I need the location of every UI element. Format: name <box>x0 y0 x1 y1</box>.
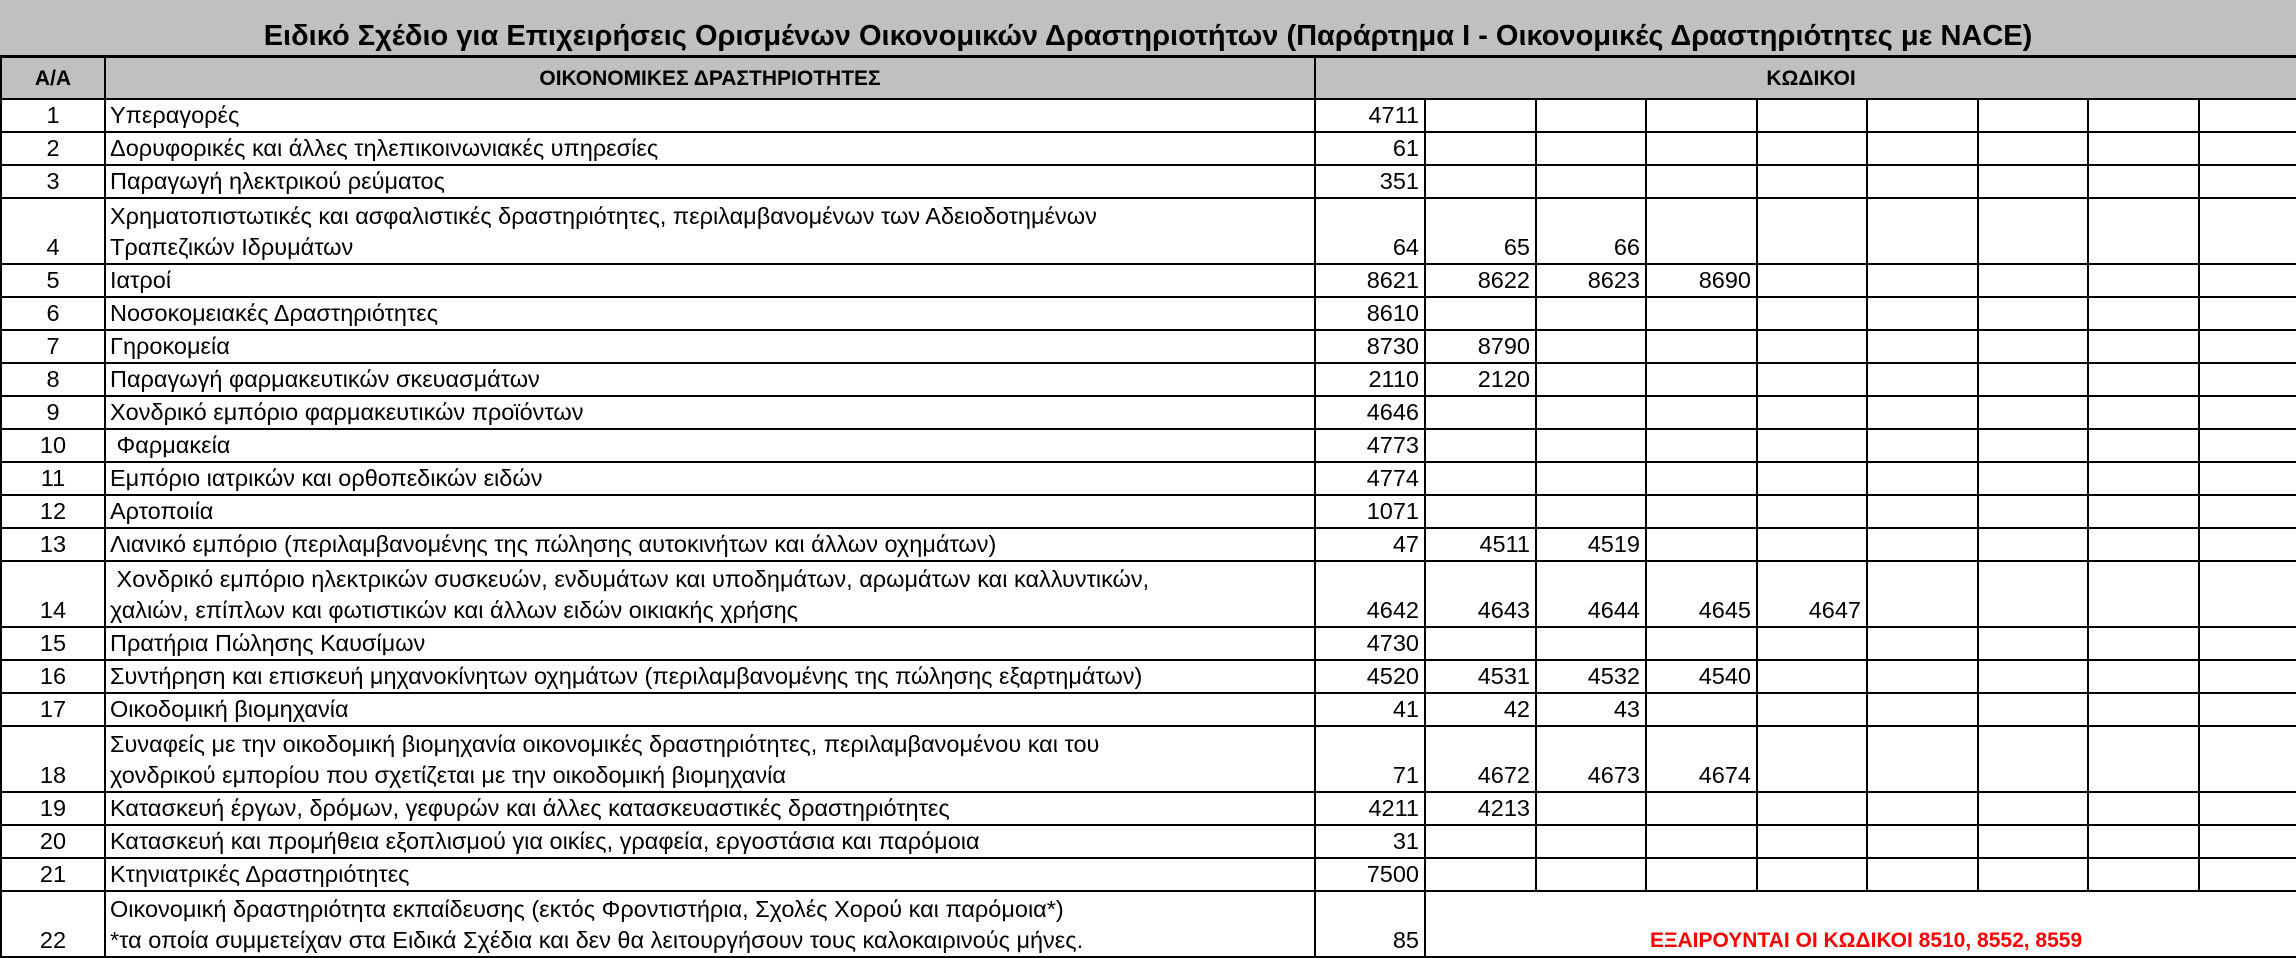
activity-line: Λιανικό εμπόριο (περιλαμβανομένης της πώλησης αυτοκινήτων και άλλων οχημάτων) <box>110 531 997 557</box>
code-cell <box>1646 363 1757 396</box>
header-activity: ΟΙΚΟΝΟΜΙΚΕΣ ΔΡΑΣΤΗΡΙΟΤΗΤΕΣ <box>105 57 1315 99</box>
activity-line: Υπεραγορές <box>110 102 240 128</box>
code-cell <box>1867 462 1978 495</box>
code-cell <box>2088 792 2199 825</box>
code-cell <box>2199 132 2296 165</box>
code-cell <box>1757 99 1867 132</box>
activity-cell <box>105 495 1315 528</box>
code-cell <box>2199 264 2296 297</box>
code-cell <box>2199 693 2296 726</box>
code-cell <box>1978 330 2088 363</box>
code-cell <box>1646 330 1757 363</box>
activity-cell <box>105 297 1315 330</box>
code-cell <box>2199 396 2296 429</box>
code-cell <box>1646 792 1757 825</box>
activity-cell <box>105 726 1315 792</box>
code-cell <box>2088 528 2199 561</box>
code-cell <box>1757 330 1867 363</box>
code-cell <box>2088 99 2199 132</box>
code-cell <box>1867 363 1978 396</box>
activity-line: Τραπεζικών Ιδρυμάτων <box>110 234 354 260</box>
activity-line: Συντήρηση και επισκευή μηχανοκίνητων οχημάτων (περιλαμβανομένης της πώλησης εξαρτημάτων) <box>110 663 1143 689</box>
activity-line: Οικοδομική βιομηχανία <box>110 696 349 722</box>
table-row <box>1 264 2296 297</box>
code-cell <box>1425 825 1536 858</box>
activity-cell <box>105 627 1315 660</box>
code-cell <box>1867 198 1978 264</box>
code-cell <box>1646 495 1757 528</box>
code-cell <box>1867 165 1978 198</box>
code-cell <box>2199 726 2296 792</box>
code-cell: 4213 <box>1425 792 1536 825</box>
activity-cell <box>105 660 1315 693</box>
code-cell <box>1425 627 1536 660</box>
code-cell <box>1867 99 1978 132</box>
code-cell: 8690 <box>1646 264 1757 297</box>
table-row <box>1 495 2296 528</box>
code-cell <box>1757 396 1867 429</box>
code-cell <box>2199 165 2296 198</box>
activity-cell <box>105 198 1315 264</box>
row-number: 13 <box>1 528 105 561</box>
code-cell: 8730 <box>1315 330 1425 363</box>
code-cell <box>1536 396 1646 429</box>
table-row <box>1 165 2296 198</box>
code-cell: 61 <box>1315 132 1425 165</box>
code-cell <box>1536 858 1646 891</box>
code-cell <box>2088 858 2199 891</box>
activity-cell <box>105 429 1315 462</box>
code-cell <box>2088 825 2199 858</box>
activity-line: Ιατροί <box>110 267 172 293</box>
activity-cell <box>105 99 1315 132</box>
table-row <box>1 198 2296 264</box>
code-cell <box>1536 297 1646 330</box>
code-cell <box>1867 429 1978 462</box>
code-cell <box>1757 495 1867 528</box>
code-cell <box>2088 495 2199 528</box>
exclusion-note: ΕΞΑΙΡΟΥΝΤΑΙ ΟΙ ΚΩΔΙΚΟΙ 8510, 8552, 8559 <box>1425 891 2296 957</box>
code-cell <box>1978 462 2088 495</box>
row-number: 18 <box>1 726 105 792</box>
code-cell <box>2199 660 2296 693</box>
code-cell <box>1978 693 2088 726</box>
table-row <box>1 528 2296 561</box>
table-row <box>1 462 2296 495</box>
code-cell <box>1536 462 1646 495</box>
activity-line: Φαρμακεία <box>110 432 231 458</box>
activity-line: χονδρικού εμπορίου που σχετίζεται με την οικοδομική βιομηχανία <box>110 762 786 788</box>
code-cell: 2120 <box>1425 363 1536 396</box>
activity-cell <box>105 165 1315 198</box>
code-cell <box>1536 363 1646 396</box>
code-cell: 1071 <box>1315 495 1425 528</box>
code-cell <box>2199 363 2296 396</box>
code-cell <box>2088 693 2199 726</box>
code-cell <box>1978 198 2088 264</box>
code-cell: 4520 <box>1315 660 1425 693</box>
code-cell <box>1867 792 1978 825</box>
code-cell <box>1646 429 1757 462</box>
code-cell: 65 <box>1425 198 1536 264</box>
code-cell <box>1646 627 1757 660</box>
table-row <box>1 825 2296 858</box>
code-cell <box>1867 825 1978 858</box>
activity-line: Πρατήρια Πώλησης Καυσίμων <box>110 630 426 656</box>
activity-line: Γηροκομεία <box>110 333 230 359</box>
code-cell: 4646 <box>1315 396 1425 429</box>
code-cell <box>1978 429 2088 462</box>
table-row <box>1 726 2296 792</box>
code-cell: 42 <box>1425 693 1536 726</box>
code-cell <box>1757 660 1867 693</box>
code-cell <box>2088 363 2199 396</box>
code-cell <box>1978 99 2088 132</box>
activity-line: Εμπόριο ιατρικών και ορθοπεδικών ειδών <box>110 465 543 491</box>
code-cell: 4531 <box>1425 660 1536 693</box>
table-row <box>1 363 2296 396</box>
activity-cell <box>105 792 1315 825</box>
code-cell <box>1646 858 1757 891</box>
code-cell <box>2088 330 2199 363</box>
row-number: 8 <box>1 363 105 396</box>
code-cell: 4211 <box>1315 792 1425 825</box>
code-cell <box>2199 429 2296 462</box>
table-row <box>1 660 2296 693</box>
row-number: 4 <box>1 198 105 264</box>
table-row <box>1 297 2296 330</box>
code-cell <box>2088 429 2199 462</box>
code-cell <box>2088 132 2199 165</box>
activity-line: Κτηνιατρικές Δραστηριότητες <box>110 861 410 887</box>
code-cell <box>2088 198 2199 264</box>
activity-line: Παραγωγή φαρμακευτικών σκευασμάτων <box>110 366 540 392</box>
activity-line: Κατασκευή έργων, δρόμων, γεφυρών και άλλες κατασκευαστικές δραστηριότητες <box>110 795 950 821</box>
table-row <box>1 693 2296 726</box>
code-cell <box>1978 495 2088 528</box>
code-cell <box>2088 627 2199 660</box>
code-cell <box>1867 330 1978 363</box>
code-cell <box>1757 726 1867 792</box>
code-cell <box>1425 858 1536 891</box>
code-cell <box>1978 627 2088 660</box>
code-cell <box>1867 297 1978 330</box>
code-cell: 41 <box>1315 693 1425 726</box>
code-cell <box>1757 264 1867 297</box>
code-cell: 4644 <box>1536 561 1646 627</box>
code-cell <box>1425 396 1536 429</box>
code-cell <box>1867 660 1978 693</box>
code-cell: 2110 <box>1315 363 1425 396</box>
activity-line: Χρηματοπιστωτικές και ασφαλιστικές δραστηριότητες, περιλαμβανομένων των Αδειοδοτημένων <box>110 203 1097 229</box>
header-row <box>1 57 2296 99</box>
code-cell <box>1978 132 2088 165</box>
header-codes: ΚΩΔΙΚΟΙ <box>1315 57 2296 99</box>
code-cell <box>1646 198 1757 264</box>
code-cell <box>2088 396 2199 429</box>
activity-line: Χονδρικό εμπόριο φαρμακευτικών προϊόντων <box>110 399 584 425</box>
activity-cell <box>105 330 1315 363</box>
activity-line: Χονδρικό εμπόριο ηλεκτρικών συσκευών, ενδυμάτων και υποδημάτων, αρωμάτων και καλλυντικών, <box>110 566 1150 592</box>
activity-line: Κατασκευή και προμήθεια εξοπλισμού για οικίες, γραφεία, εργοστάσια και παρόμοια <box>110 828 980 854</box>
activities-table <box>0 56 2296 958</box>
row-number: 20 <box>1 825 105 858</box>
code-cell <box>1646 165 1757 198</box>
code-cell <box>2088 660 2199 693</box>
activity-line: Νοσοκομειακές Δραστηριότητες <box>110 300 439 326</box>
code-cell: 351 <box>1315 165 1425 198</box>
row-number: 12 <box>1 495 105 528</box>
row-number: 22 <box>1 891 105 957</box>
code-cell <box>1978 165 2088 198</box>
code-cell <box>1757 198 1867 264</box>
activity-cell <box>105 264 1315 297</box>
table-row <box>1 627 2296 660</box>
code-cell <box>1867 528 1978 561</box>
code-cell <box>1757 429 1867 462</box>
code-cell <box>1536 165 1646 198</box>
code-cell <box>1646 396 1757 429</box>
code-cell <box>2199 627 2296 660</box>
activity-cell <box>105 891 1315 957</box>
activity-cell <box>105 528 1315 561</box>
code-cell <box>1978 858 2088 891</box>
row-number: 10 <box>1 429 105 462</box>
code-cell: 4773 <box>1315 429 1425 462</box>
activity-line: χαλιών, επίπλων και φωτιστικών και άλλων ειδών οικιακής χρήσης <box>110 597 798 623</box>
code-cell <box>1757 165 1867 198</box>
code-cell <box>1978 561 2088 627</box>
code-cell <box>1536 132 1646 165</box>
code-cell <box>2199 858 2296 891</box>
code-cell <box>1867 858 1978 891</box>
code-cell <box>1757 297 1867 330</box>
code-cell <box>1978 297 2088 330</box>
code-cell <box>2199 495 2296 528</box>
code-cell: 4511 <box>1425 528 1536 561</box>
code-cell: 4673 <box>1536 726 1646 792</box>
row-number: 1 <box>1 99 105 132</box>
code-cell: 8621 <box>1315 264 1425 297</box>
row-number: 2 <box>1 132 105 165</box>
code-cell: 43 <box>1536 693 1646 726</box>
code-cell: 66 <box>1536 198 1646 264</box>
code-cell <box>1757 858 1867 891</box>
code-cell <box>1536 792 1646 825</box>
code-cell <box>1867 726 1978 792</box>
table-body <box>1 99 2296 957</box>
code-cell: 4645 <box>1646 561 1757 627</box>
code-cell <box>1425 462 1536 495</box>
row-number: 19 <box>1 792 105 825</box>
activity-line: Οικονομική δραστηριότητα εκπαίδευσης (εκτός Φροντιστήρια, Σχολές Χορού και παρόμοια*) <box>110 896 1064 922</box>
table-row <box>1 132 2296 165</box>
code-cell <box>1646 297 1757 330</box>
table-row <box>1 561 2296 627</box>
activity-cell <box>105 693 1315 726</box>
code-cell: 4774 <box>1315 462 1425 495</box>
table-row <box>1 396 2296 429</box>
code-cell <box>1425 132 1536 165</box>
code-cell <box>1757 693 1867 726</box>
code-cell <box>2199 297 2296 330</box>
activity-cell <box>105 858 1315 891</box>
code-cell: 4519 <box>1536 528 1646 561</box>
sheet-title: Ειδικό Σχέδιο για Επιχειρήσεις Ορισμένων Οικονομικών Δραστηριοτήτων (Παράρτημα Ι - Οικονομικές Δραστηριότητες με NACE) <box>0 0 2296 56</box>
activity-line: Συναφείς με την οικοδομική βιομηχανία οικονομικές δραστηριότητες, περιλαμβανομένου και του <box>110 731 1100 757</box>
code-cell: 4711 <box>1315 99 1425 132</box>
row-number: 9 <box>1 396 105 429</box>
activity-cell <box>105 132 1315 165</box>
code-cell <box>1757 825 1867 858</box>
code-cell: 71 <box>1315 726 1425 792</box>
code-cell: 4730 <box>1315 627 1425 660</box>
code-cell <box>1978 264 2088 297</box>
code-cell <box>1978 825 2088 858</box>
code-cell <box>2199 330 2296 363</box>
code-cell <box>1646 528 1757 561</box>
row-number: 15 <box>1 627 105 660</box>
code-cell <box>2088 726 2199 792</box>
header-aa: Α/Α <box>1 57 105 99</box>
code-cell <box>1757 132 1867 165</box>
code-cell <box>2088 561 2199 627</box>
code-cell <box>2088 165 2199 198</box>
activity-line: Παραγωγή ηλεκτρικού ρεύματος <box>110 168 445 194</box>
activity-line: Δορυφορικές και άλλες τηλεπικοινωνιακές υπηρεσίες <box>110 135 659 161</box>
code-cell <box>1536 495 1646 528</box>
code-cell <box>2199 825 2296 858</box>
code-cell <box>1867 132 1978 165</box>
code-cell <box>1425 429 1536 462</box>
activity-cell <box>105 396 1315 429</box>
row-number: 7 <box>1 330 105 363</box>
code-cell <box>2199 528 2296 561</box>
code-cell <box>2088 297 2199 330</box>
code-cell <box>1867 396 1978 429</box>
code-cell <box>1425 99 1536 132</box>
table-row <box>1 99 2296 132</box>
table-row <box>1 429 2296 462</box>
code-cell: 4642 <box>1315 561 1425 627</box>
code-cell <box>1646 825 1757 858</box>
code-cell: 8610 <box>1315 297 1425 330</box>
code-cell: 8623 <box>1536 264 1646 297</box>
code-cell <box>1978 660 2088 693</box>
code-cell <box>2088 264 2199 297</box>
code-cell <box>2199 198 2296 264</box>
code-cell <box>1978 528 2088 561</box>
code-cell <box>2199 792 2296 825</box>
code-cell: 31 <box>1315 825 1425 858</box>
code-cell <box>1757 792 1867 825</box>
code-cell: 64 <box>1315 198 1425 264</box>
table-row <box>1 330 2296 363</box>
code-cell <box>1425 165 1536 198</box>
code-cell <box>2088 462 2199 495</box>
row-number: 6 <box>1 297 105 330</box>
code-cell <box>1646 99 1757 132</box>
code-cell <box>1978 792 2088 825</box>
activity-line: *τα οποία συμμετείχαν στα Ειδικά Σχέδια και δεν θα λειτουργήσουν τους καλοκαιρινούς μήνες. <box>110 927 1084 953</box>
code-cell <box>1867 561 1978 627</box>
code-cell: 85 <box>1315 891 1425 957</box>
code-cell: 47 <box>1315 528 1425 561</box>
code-cell <box>1757 462 1867 495</box>
code-cell <box>2199 99 2296 132</box>
code-cell <box>2199 462 2296 495</box>
code-cell <box>1646 693 1757 726</box>
code-cell <box>1757 363 1867 396</box>
code-cell <box>1536 99 1646 132</box>
activity-cell <box>105 363 1315 396</box>
activity-cell <box>105 561 1315 627</box>
row-number: 16 <box>1 660 105 693</box>
code-cell: 4674 <box>1646 726 1757 792</box>
code-cell <box>1536 825 1646 858</box>
code-cell <box>1425 297 1536 330</box>
code-cell: 8622 <box>1425 264 1536 297</box>
code-cell <box>1867 495 1978 528</box>
row-number: 3 <box>1 165 105 198</box>
code-cell <box>1536 330 1646 363</box>
code-cell <box>1978 726 2088 792</box>
code-cell: 4532 <box>1536 660 1646 693</box>
row-number: 14 <box>1 561 105 627</box>
code-cell <box>1646 462 1757 495</box>
code-cell <box>1536 429 1646 462</box>
code-cell <box>1646 132 1757 165</box>
code-cell <box>1757 528 1867 561</box>
code-cell <box>1867 693 1978 726</box>
code-cell <box>1757 627 1867 660</box>
code-cell <box>2199 561 2296 627</box>
row-number: 11 <box>1 462 105 495</box>
code-cell: 4540 <box>1646 660 1757 693</box>
code-cell: 4643 <box>1425 561 1536 627</box>
code-cell: 8790 <box>1425 330 1536 363</box>
table-row <box>1 792 2296 825</box>
code-cell <box>1536 627 1646 660</box>
activity-cell <box>105 825 1315 858</box>
code-cell <box>1425 495 1536 528</box>
table-row <box>1 858 2296 891</box>
row-number: 17 <box>1 693 105 726</box>
activity-cell <box>105 462 1315 495</box>
code-cell <box>1978 363 2088 396</box>
code-cell: 4672 <box>1425 726 1536 792</box>
row-number: 5 <box>1 264 105 297</box>
activity-line: Αρτοποιία <box>110 498 214 524</box>
table-row <box>1 891 2296 957</box>
row-number: 21 <box>1 858 105 891</box>
code-cell: 7500 <box>1315 858 1425 891</box>
code-cell <box>1867 264 1978 297</box>
code-cell <box>1867 627 1978 660</box>
code-cell: 4647 <box>1757 561 1867 627</box>
code-cell <box>1978 396 2088 429</box>
